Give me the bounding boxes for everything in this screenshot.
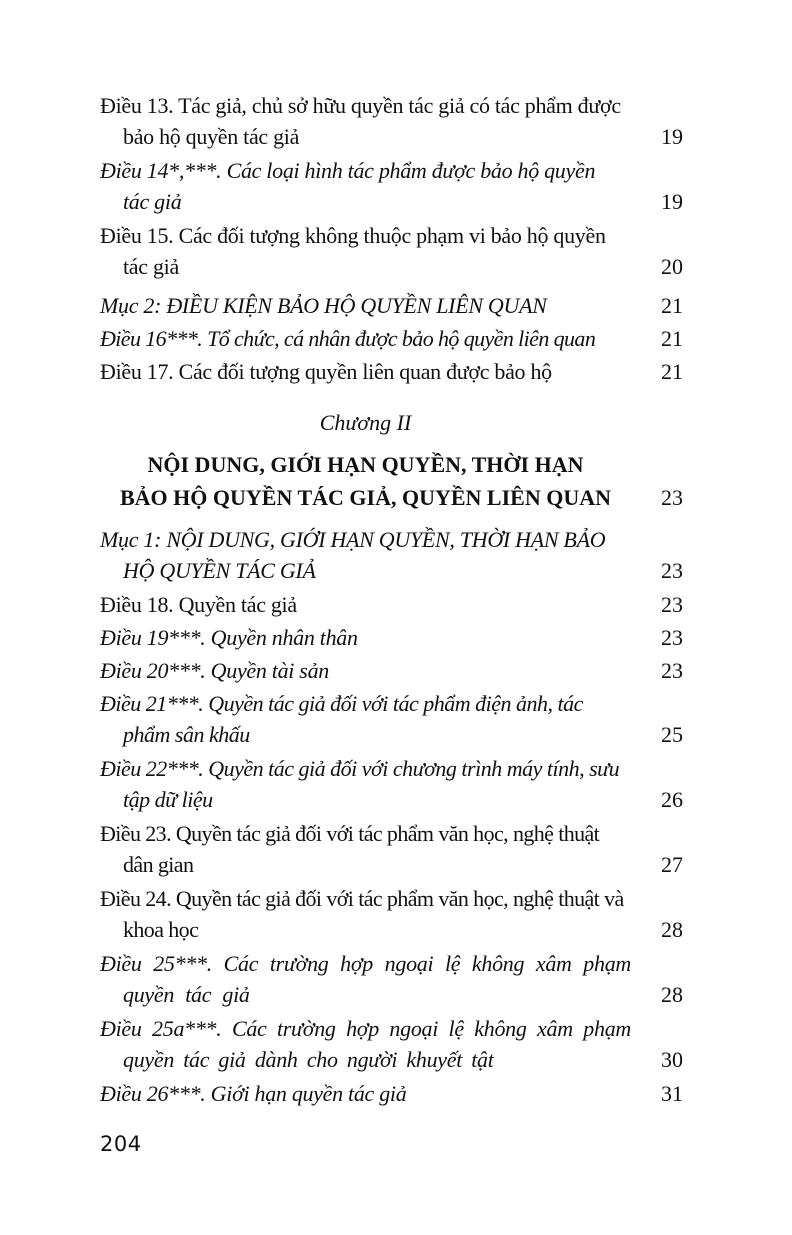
toc-entry-dieu-14 xyxy=(100,155,683,217)
toc-entry-dieu-21 xyxy=(100,688,683,750)
toc-entry-dieu-26 xyxy=(100,1078,683,1109)
toc-entry-title: Điều 23. Quyền tác giả đối với tác phẩm văn học, nghệ thuật dân gian xyxy=(100,821,600,877)
toc-entry-title: Điều 22***. Quyền tác giả đối với chương trình máy tính, sưu tập dữ liệu xyxy=(100,756,620,812)
toc-entry-dieu-18 xyxy=(100,589,683,620)
chapter-title xyxy=(100,448,683,514)
toc-entry-page: 27 xyxy=(661,852,683,877)
toc-entry-dieu-20 xyxy=(100,655,683,686)
toc-entry-title: Điều 20***. Quyền tài sản xyxy=(100,658,329,683)
toc-section-muc-2 xyxy=(100,290,683,321)
toc-entry-page: 31 xyxy=(661,1081,683,1106)
toc-entry-title: Điều 16***. Tổ chức, cá nhân được bảo hộ quyền liên quan xyxy=(100,326,596,351)
toc-entry-page: 23 xyxy=(661,625,683,650)
toc-entry-title: Điều 17. Các đối tượng quyền liên quan được bảo hộ xyxy=(100,359,552,384)
toc-section-muc-1 xyxy=(100,524,683,586)
toc-entry-title: Điều 24. Quyền tác giả đối với tác phẩm văn học, nghệ thuật và khoa học xyxy=(100,886,624,942)
toc-entry-page: 25 xyxy=(661,722,683,747)
table-of-contents xyxy=(100,90,683,1111)
toc-entry-page: 23 xyxy=(661,592,683,617)
toc-entry-dieu-25 xyxy=(100,948,683,1010)
page-number: 204 xyxy=(100,1132,142,1156)
toc-entry-page: 21 xyxy=(661,293,683,318)
toc-entry-title: Điều 25***. Các trường hợp ngoại lệ không xâm phạm quyền tác giả xyxy=(100,951,631,1007)
toc-entry-page: 26 xyxy=(661,787,683,812)
toc-entry-title: Mục 1: NỘI DUNG, GIỚI HẠN QUYỀN, THỜI HẠN BẢO HỘ QUYỀN TÁC GIẢ xyxy=(100,527,606,583)
toc-entry-page: 19 xyxy=(661,189,683,214)
toc-entry-dieu-16 xyxy=(100,323,683,354)
chapter-label: Chương II xyxy=(319,410,412,435)
toc-entry-page: 19 xyxy=(661,124,683,149)
chapter-page: 23 xyxy=(661,485,683,510)
toc-entry-title: Mục 2: ĐIỀU KIỆN BẢO HỘ QUYỀN LIÊN QUAN xyxy=(100,293,547,318)
toc-entry-title: Điều 15. Các đối tượng không thuộc phạm vi bảo hộ quyền tác giả xyxy=(100,223,606,279)
toc-entry-page: 30 xyxy=(661,1047,683,1072)
toc-entry-dieu-19 xyxy=(100,622,683,653)
toc-entry-title: Điều 26***. Giới hạn quyền tác giả xyxy=(100,1081,407,1106)
toc-entry-title: Điều 25a***. Các trường hợp ngoại lệ không xâm phạm quyền tác giả dành cho người khuyết tật xyxy=(100,1016,631,1072)
chapter-title-line-2: BẢO HỘ QUYỀN TÁC GIẢ, QUYỀN LIÊN QUAN xyxy=(120,485,611,510)
toc-entry-title: Điều 21***. Quyền tác giả đối với tác phẩm điện ảnh, tác phẩm sân khấu xyxy=(100,691,583,747)
toc-entry-dieu-17 xyxy=(100,356,683,387)
toc-entry-dieu-22 xyxy=(100,753,683,815)
toc-entry-title: Điều 19***. Quyền nhân thân xyxy=(100,625,358,650)
toc-entry-dieu-15 xyxy=(100,220,683,282)
toc-entry-page: 28 xyxy=(661,917,683,942)
toc-entry-dieu-23 xyxy=(100,818,683,880)
toc-entry-dieu-25a xyxy=(100,1013,683,1075)
toc-entry-dieu-24 xyxy=(100,883,683,945)
toc-entry-page: 28 xyxy=(661,982,683,1007)
chapter-title-line-1: NỘI DUNG, GIỚI HẠN QUYỀN, THỜI HẠN xyxy=(147,452,584,477)
toc-entry-dieu-13 xyxy=(100,90,683,152)
toc-entry-page: 21 xyxy=(661,359,683,384)
toc-entry-title: Điều 18. Quyền tác giả xyxy=(100,592,297,617)
toc-entry-page: 21 xyxy=(661,326,683,351)
toc-entry-page: 23 xyxy=(661,658,683,683)
toc-entry-page: 20 xyxy=(661,254,683,279)
toc-entry-page: 23 xyxy=(661,558,683,583)
toc-entry-title: Điều 14*,***. Các loại hình tác phẩm được bảo hộ quyền tác giả xyxy=(100,158,596,214)
toc-entry-title: Điều 13. Tác giả, chủ sở hữu quyền tác giả có tác phẩm được bảo hộ quyền tác giả xyxy=(100,93,621,149)
